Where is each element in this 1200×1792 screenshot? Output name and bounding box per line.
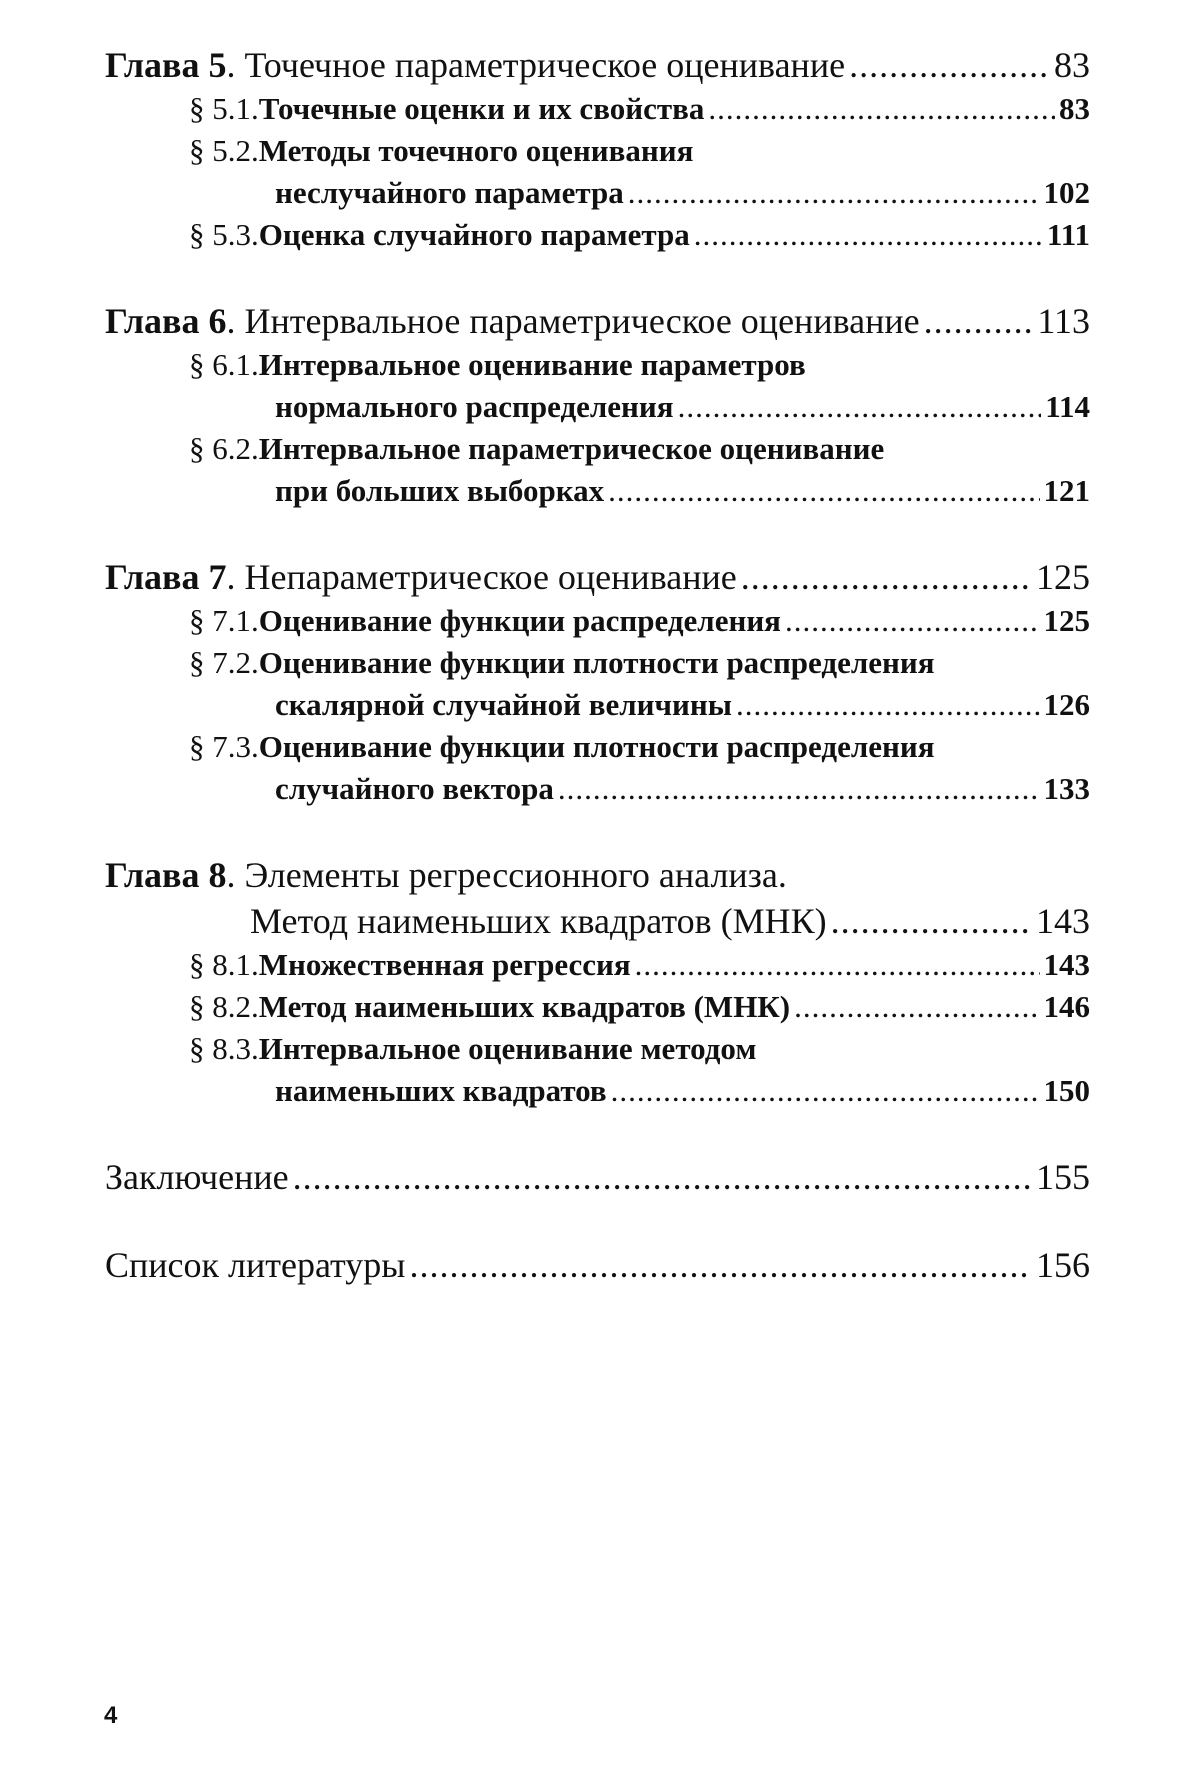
leader-dots	[611, 1070, 1040, 1112]
section-title: Точечные оценки и их свойства	[258, 91, 705, 126]
section-number: § 7.2.	[189, 645, 259, 680]
leader-dots	[635, 944, 1040, 986]
section-title-line2: неслучайного параметра	[275, 175, 624, 210]
section-7-2[interactable]	[105, 642, 1090, 726]
section-6-2[interactable]	[105, 428, 1090, 512]
leader-dots	[785, 600, 1040, 642]
section-title-line2: при больших выборках	[275, 473, 605, 508]
conclusion-page: 155	[1036, 1157, 1090, 1197]
section-title-line2: случайного вектора	[275, 771, 554, 806]
leader-dots	[794, 986, 1039, 1028]
chapter-8	[105, 852, 1090, 1112]
leader-dots	[678, 386, 1042, 428]
section-page: 121	[1043, 473, 1090, 508]
chapter-label: Глава 5	[105, 45, 227, 85]
section-title-line1: Методы точечного оценивания	[258, 133, 694, 168]
section-number: § 6.2.	[189, 431, 259, 466]
chapter-title: . Интервальное параметрическое оценивание	[226, 301, 920, 341]
chapter-page: 83	[1054, 45, 1090, 85]
section-number: § 8.2.	[189, 989, 259, 1024]
section-page: 126	[1043, 687, 1090, 722]
section-title-line2: нормального распределения	[275, 389, 674, 424]
section-title-line2: наименьших квадратов	[275, 1073, 607, 1108]
chapter-title-line1: . Элементы регрессионного анализа.	[226, 855, 787, 895]
table-of-contents	[105, 42, 1090, 1330]
chapter-title-line2: Метод наименьших квадратов (МНК)	[250, 901, 827, 941]
chapter-label: Глава 8	[105, 855, 227, 895]
leader-dots	[409, 1242, 1032, 1288]
section-page: 125	[1043, 603, 1090, 638]
section-number: § 5.1.	[189, 91, 259, 126]
leader-dots	[628, 172, 1040, 214]
section-page: 150	[1043, 1073, 1090, 1108]
leader-dots	[741, 554, 1032, 600]
leader-dots	[736, 684, 1040, 726]
section-5-1[interactable]	[105, 88, 1090, 130]
section-number: § 7.3.	[189, 729, 259, 764]
references-page: 156	[1036, 1245, 1090, 1285]
section-number: § 7.1.	[189, 603, 259, 638]
conclusion-entry[interactable]	[105, 1154, 1090, 1200]
chapter-label: Глава 6	[105, 301, 227, 341]
chapter-title: . Точечное параметрическое оценивание	[226, 45, 846, 85]
section-title-line1: Оценивание функции плотности распределения	[258, 729, 935, 764]
chapter-7-heading[interactable]	[105, 554, 1090, 600]
section-title: Множественная регрессия	[258, 947, 631, 982]
section-7-1[interactable]	[105, 600, 1090, 642]
leader-dots	[849, 42, 1050, 88]
chapter-page: 143	[1036, 901, 1090, 941]
leader-dots	[708, 88, 1055, 130]
conclusion-title: Заключение	[105, 1157, 289, 1197]
section-title: Оценивание функции распределения	[258, 603, 781, 638]
section-page: 114	[1045, 389, 1090, 424]
section-title-line1: Интервальное параметрическое оценивание	[258, 431, 885, 466]
chapter-title: . Непараметрическое оценивание	[226, 557, 737, 597]
section-number: § 8.1.	[189, 947, 259, 982]
section-number: § 5.2.	[189, 133, 259, 168]
section-8-1[interactable]	[105, 944, 1090, 986]
chapter-5-heading[interactable]	[105, 42, 1090, 88]
chapter-7	[105, 554, 1090, 810]
section-title-line1: Оценивание функции плотности распределения	[258, 645, 935, 680]
section-7-3[interactable]	[105, 726, 1090, 810]
section-8-2[interactable]	[105, 986, 1090, 1028]
leader-dots	[694, 214, 1043, 256]
section-6-1[interactable]	[105, 344, 1090, 428]
section-number: § 6.1.	[189, 347, 259, 382]
section-8-3[interactable]	[105, 1028, 1090, 1112]
chapter-5	[105, 42, 1090, 256]
section-page: 146	[1043, 989, 1090, 1024]
chapter-6-heading[interactable]	[105, 298, 1090, 344]
page-number: 4	[104, 1702, 118, 1729]
section-title-line1: Интервальное оценивание параметров	[258, 347, 806, 382]
chapter-label: Глава 7	[105, 557, 227, 597]
chapter-8-heading[interactable]	[105, 852, 1090, 944]
section-title-line1: Интервальное оценивание методом	[258, 1031, 757, 1066]
chapter-6	[105, 298, 1090, 512]
section-page: 143	[1043, 947, 1090, 982]
chapter-page: 113	[1037, 301, 1090, 341]
leader-dots	[924, 298, 1034, 344]
section-5-2[interactable]	[105, 130, 1090, 214]
references-title: Список литературы	[105, 1245, 406, 1285]
section-number: § 5.3.	[189, 217, 259, 252]
references-entry[interactable]	[105, 1242, 1090, 1288]
section-page: 102	[1043, 175, 1090, 210]
leader-dots	[831, 898, 1032, 944]
section-number: § 8.3.	[189, 1031, 259, 1066]
leader-dots	[558, 768, 1040, 810]
section-title: Метод наименьших квадратов (МНК)	[258, 989, 791, 1024]
section-page: 133	[1043, 771, 1090, 806]
leader-dots	[293, 1154, 1032, 1200]
leader-dots	[608, 470, 1039, 512]
section-title-line2: скалярной случайной величины	[275, 687, 732, 722]
section-5-3[interactable]	[105, 214, 1090, 256]
chapter-page: 125	[1036, 557, 1090, 597]
section-title: Оценка случайного параметра	[258, 217, 690, 252]
section-page: 111	[1046, 217, 1090, 252]
section-page: 83	[1059, 91, 1090, 126]
